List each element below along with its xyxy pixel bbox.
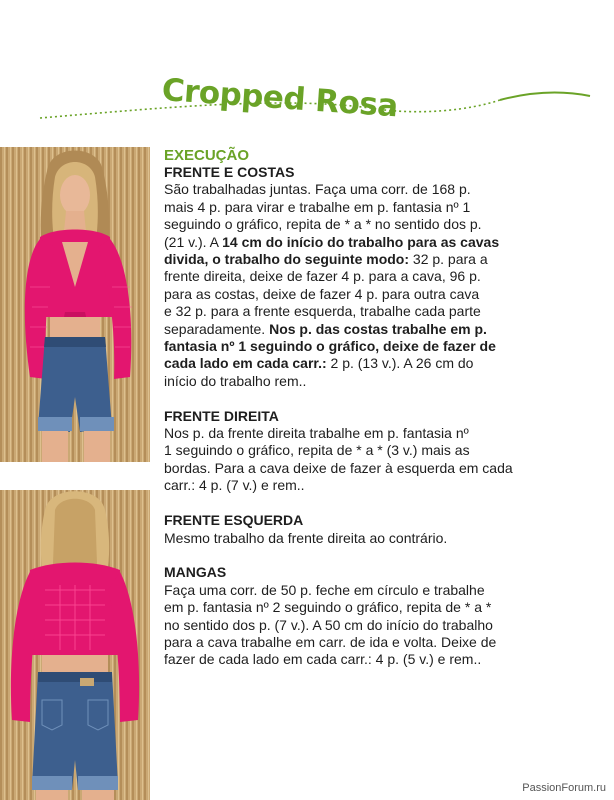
text-run: para as costas, deixe de fazer 4 p. para outra cava	[164, 285, 480, 302]
bold-run: cada lado em cada carr.:	[164, 355, 327, 372]
text-line	[164, 251, 602, 268]
frente-esquerda-text	[164, 530, 602, 547]
watermark: PassionForum.ru	[522, 782, 606, 794]
text-run: separadamente.	[164, 320, 270, 337]
text-line	[164, 355, 602, 372]
text-run: seguindo o gráfico, repita de * a * no sentido dos p.	[164, 216, 482, 233]
text-line	[164, 321, 602, 338]
model-back-photo	[0, 490, 150, 800]
text-line: no sentido dos p. (7 v.). A 50 cm do início do trabalho	[164, 616, 493, 633]
text-line	[164, 338, 602, 355]
text-line	[164, 181, 602, 198]
text-run: 32 p. para a	[409, 251, 488, 268]
section-heading-frente-esquerda: FRENTE ESQUERDA	[164, 512, 304, 529]
text-line	[164, 199, 602, 216]
section-heading-frente-direita: FRENTE DIREITA	[164, 407, 279, 424]
text-run: e 32 p. para a frente esquerda, trabalhe cada parte	[164, 303, 481, 320]
text-line: para a cava trabalhe em carr. de ida e volta. Deixe de	[164, 633, 497, 650]
text-run: São trabalhadas juntas. Faça uma corr. de 168 p.	[164, 181, 471, 198]
text-run: 2 p. (13 v.). A 26 cm do	[326, 355, 474, 372]
bold-run: divida, o trabalho do seguinte modo:	[164, 251, 410, 268]
model-front-photo	[0, 147, 150, 462]
text-line: em p. fantasia nº 2 seguindo o gráfico, repita de * a *	[164, 599, 492, 616]
text-line: Faça uma corr. de 50 p. feche em círculo e trabalhe	[164, 581, 485, 598]
text-line	[164, 286, 602, 303]
section-heading-mangas: MANGAS	[164, 564, 227, 581]
text-run: início do trabalho rem..	[164, 372, 307, 389]
text-line	[164, 234, 602, 251]
text-line: Nos p. da frente direita trabalhe em p. fantasia nº	[164, 425, 469, 442]
text-line: Mesmo trabalho da frente direita ao contrário.	[164, 529, 448, 546]
mangas-text	[164, 582, 602, 669]
text-line: fazer de cada lado em cada carr.: 4 p. (5 v.) e rem..	[164, 651, 482, 668]
bold-run: 14 cm do início do trabalho para as cavas	[222, 233, 500, 250]
text-line	[164, 216, 602, 233]
text-line	[164, 303, 602, 320]
frente-direita-text	[164, 425, 602, 495]
text-line: bordas. Para a cava deixe de fazer à esquerda em cada	[164, 459, 513, 476]
text-run: (21 v.). A	[164, 233, 223, 250]
section-heading-execucao: EXECUÇÃO	[164, 147, 250, 164]
text-line: carr.: 4 p. (7 v.) e rem..	[164, 477, 305, 494]
text-line	[164, 268, 602, 285]
frente-costas-text	[164, 181, 602, 390]
bold-run: Nos p. das costas trabalhe em p.	[269, 320, 487, 337]
text-line	[164, 373, 602, 390]
instructions-content	[164, 147, 602, 669]
section-heading-frente-costas: FRENTE E COSTAS	[164, 164, 295, 180]
bold-run: fantasia nº 1 seguindo o gráfico, deixe de fazer de	[164, 338, 496, 355]
page-title: Cropped Rosa	[160, 72, 399, 125]
text-run: mais 4 p. para virar e trabalhe em p. fantasia nº 1	[164, 198, 471, 215]
text-line: 1 seguindo o gráfico, repita de * a * (3 v.) mais as	[164, 442, 470, 459]
title-swoosh-decoration	[0, 0, 614, 150]
text-run: frente direita, deixe de fazer 4 p. para a cava, 96 p.	[164, 268, 481, 285]
